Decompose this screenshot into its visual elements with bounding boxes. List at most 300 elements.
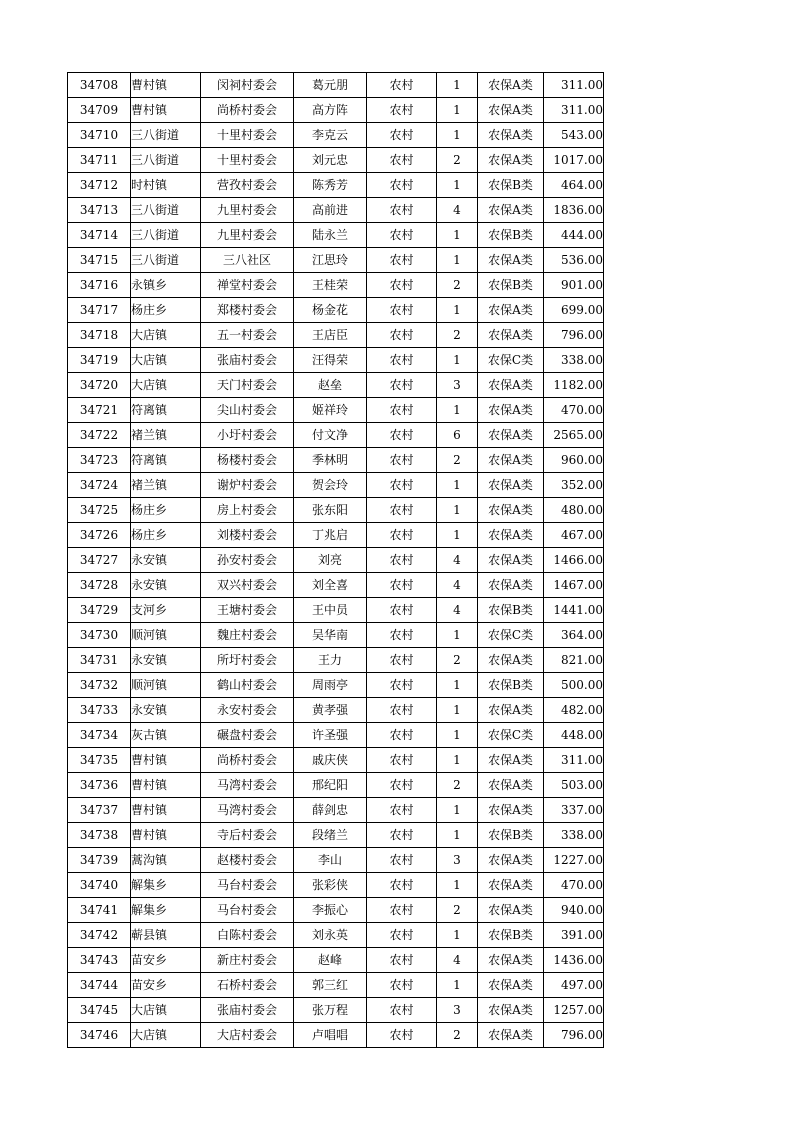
category-cell: 农保A类: [478, 473, 544, 498]
person-name-cell: 陈秀芳: [294, 173, 367, 198]
category-cell: 农保B类: [478, 673, 544, 698]
table-row: [68, 998, 604, 1023]
member-count-cell: 1: [437, 73, 478, 98]
table-row: [68, 648, 604, 673]
village-cell: 尖山村委会: [201, 398, 294, 423]
member-count-cell: 2: [437, 773, 478, 798]
village-cell: 杨楼村委会: [201, 448, 294, 473]
record-id-cell: 34741: [68, 898, 131, 923]
category-cell: 农保A类: [478, 448, 544, 473]
record-id-cell: 34744: [68, 973, 131, 998]
record-id-cell: 34727: [68, 548, 131, 573]
town-cell: 褚兰镇: [131, 473, 201, 498]
category-cell: 农保A类: [478, 873, 544, 898]
town-cell: 蒿沟镇: [131, 848, 201, 873]
category-cell: 农保B类: [478, 173, 544, 198]
record-id-cell: 34713: [68, 198, 131, 223]
amount-cell: 444.00: [544, 223, 604, 248]
village-cell: 房上村委会: [201, 498, 294, 523]
amount-cell: 699.00: [544, 298, 604, 323]
amount-cell: 1467.00: [544, 573, 604, 598]
village-cell: 鹤山村委会: [201, 673, 294, 698]
record-id-cell: 34725: [68, 498, 131, 523]
household-type-cell: 农村: [367, 598, 437, 623]
village-cell: 新庄村委会: [201, 948, 294, 973]
category-cell: 农保A类: [478, 523, 544, 548]
member-count-cell: 1: [437, 798, 478, 823]
category-cell: 农保B类: [478, 223, 544, 248]
category-cell: 农保A类: [478, 373, 544, 398]
person-name-cell: 姬祥玲: [294, 398, 367, 423]
person-name-cell: 郭三红: [294, 973, 367, 998]
amount-cell: 464.00: [544, 173, 604, 198]
amount-cell: 1257.00: [544, 998, 604, 1023]
household-type-cell: 农村: [367, 348, 437, 373]
village-cell: 王塘村委会: [201, 598, 294, 623]
person-name-cell: 丁兆启: [294, 523, 367, 548]
person-name-cell: 汪得荣: [294, 348, 367, 373]
record-id-cell: 34709: [68, 98, 131, 123]
member-count-cell: 1: [437, 673, 478, 698]
member-count-cell: 2: [437, 323, 478, 348]
village-cell: 孙安村委会: [201, 548, 294, 573]
category-cell: 农保A类: [478, 848, 544, 873]
household-type-cell: 农村: [367, 998, 437, 1023]
amount-cell: 352.00: [544, 473, 604, 498]
category-cell: 农保B类: [478, 923, 544, 948]
record-id-cell: 34720: [68, 373, 131, 398]
category-cell: 农保A类: [478, 573, 544, 598]
person-name-cell: 周雨亭: [294, 673, 367, 698]
village-cell: 永安村委会: [201, 698, 294, 723]
record-id-cell: 34717: [68, 298, 131, 323]
amount-cell: 536.00: [544, 248, 604, 273]
household-type-cell: 农村: [367, 223, 437, 248]
amount-cell: 500.00: [544, 673, 604, 698]
village-cell: 禅堂村委会: [201, 273, 294, 298]
record-table-body: [68, 73, 604, 1048]
record-id-cell: 34719: [68, 348, 131, 373]
record-table: [67, 72, 604, 1048]
table-row: [68, 348, 604, 373]
town-cell: 大店镇: [131, 1023, 201, 1048]
amount-cell: 796.00: [544, 323, 604, 348]
record-id-cell: 34716: [68, 273, 131, 298]
town-cell: 杨庄乡: [131, 298, 201, 323]
table-row: [68, 1023, 604, 1048]
town-cell: 三八街道: [131, 248, 201, 273]
person-name-cell: 陆永兰: [294, 223, 367, 248]
member-count-cell: 1: [437, 623, 478, 648]
record-id-cell: 34729: [68, 598, 131, 623]
amount-cell: 470.00: [544, 398, 604, 423]
household-type-cell: 农村: [367, 248, 437, 273]
category-cell: 农保A类: [478, 148, 544, 173]
village-cell: 石桥村委会: [201, 973, 294, 998]
member-count-cell: 3: [437, 848, 478, 873]
member-count-cell: 6: [437, 423, 478, 448]
table-row: [68, 723, 604, 748]
village-cell: 尚桥村委会: [201, 748, 294, 773]
member-count-cell: 4: [437, 598, 478, 623]
amount-cell: 1436.00: [544, 948, 604, 973]
person-name-cell: 刘亮: [294, 548, 367, 573]
record-id-cell: 34724: [68, 473, 131, 498]
record-id-cell: 34731: [68, 648, 131, 673]
village-cell: 张庙村委会: [201, 998, 294, 1023]
member-count-cell: 1: [437, 698, 478, 723]
category-cell: 农保A类: [478, 248, 544, 273]
category-cell: 农保C类: [478, 723, 544, 748]
category-cell: 农保C类: [478, 623, 544, 648]
record-id-cell: 34736: [68, 773, 131, 798]
village-cell: 刘楼村委会: [201, 523, 294, 548]
household-type-cell: 农村: [367, 523, 437, 548]
town-cell: 曹村镇: [131, 823, 201, 848]
household-type-cell: 农村: [367, 623, 437, 648]
person-name-cell: 张万程: [294, 998, 367, 1023]
table-row: [68, 498, 604, 523]
person-name-cell: 高方阵: [294, 98, 367, 123]
town-cell: 三八街道: [131, 123, 201, 148]
person-name-cell: 季林明: [294, 448, 367, 473]
category-cell: 农保A类: [478, 648, 544, 673]
table-row: [68, 673, 604, 698]
table-row: [68, 173, 604, 198]
member-count-cell: 1: [437, 973, 478, 998]
person-name-cell: 刘全喜: [294, 573, 367, 598]
person-name-cell: 李克云: [294, 123, 367, 148]
member-count-cell: 4: [437, 948, 478, 973]
village-cell: 五一村委会: [201, 323, 294, 348]
town-cell: 曹村镇: [131, 73, 201, 98]
town-cell: 三八街道: [131, 223, 201, 248]
household-type-cell: 农村: [367, 73, 437, 98]
village-cell: 寺后村委会: [201, 823, 294, 848]
town-cell: 永安镇: [131, 548, 201, 573]
town-cell: 大店镇: [131, 323, 201, 348]
town-cell: 曹村镇: [131, 98, 201, 123]
member-count-cell: 1: [437, 398, 478, 423]
town-cell: 永安镇: [131, 698, 201, 723]
member-count-cell: 1: [437, 348, 478, 373]
town-cell: 解集乡: [131, 873, 201, 898]
category-cell: 农保A类: [478, 773, 544, 798]
town-cell: 杨庄乡: [131, 498, 201, 523]
table-row: [68, 448, 604, 473]
member-count-cell: 1: [437, 473, 478, 498]
table-row: [68, 798, 604, 823]
village-cell: 谢炉村委会: [201, 473, 294, 498]
household-type-cell: 农村: [367, 948, 437, 973]
member-count-cell: 1: [437, 173, 478, 198]
village-cell: 郑楼村委会: [201, 298, 294, 323]
table-row: [68, 973, 604, 998]
person-name-cell: 江思玲: [294, 248, 367, 273]
member-count-cell: 1: [437, 98, 478, 123]
member-count-cell: 2: [437, 898, 478, 923]
person-name-cell: 高前进: [294, 198, 367, 223]
category-cell: 农保A类: [478, 398, 544, 423]
category-cell: 农保A类: [478, 123, 544, 148]
member-count-cell: 2: [437, 448, 478, 473]
category-cell: 农保A类: [478, 98, 544, 123]
person-name-cell: 王力: [294, 648, 367, 673]
table-row: [68, 548, 604, 573]
household-type-cell: 农村: [367, 398, 437, 423]
member-count-cell: 1: [437, 723, 478, 748]
amount-cell: 311.00: [544, 748, 604, 773]
household-type-cell: 农村: [367, 798, 437, 823]
amount-cell: 338.00: [544, 823, 604, 848]
category-cell: 农保A类: [478, 548, 544, 573]
table-row: [68, 423, 604, 448]
member-count-cell: 1: [437, 248, 478, 273]
table-row: [68, 398, 604, 423]
member-count-cell: 4: [437, 573, 478, 598]
person-name-cell: 薛剑忠: [294, 798, 367, 823]
town-cell: 三八街道: [131, 198, 201, 223]
person-name-cell: 付文净: [294, 423, 367, 448]
village-cell: 碾盘村委会: [201, 723, 294, 748]
category-cell: 农保A类: [478, 748, 544, 773]
village-cell: 大店村委会: [201, 1023, 294, 1048]
village-cell: 尚桥村委会: [201, 98, 294, 123]
category-cell: 农保A类: [478, 423, 544, 448]
category-cell: 农保A类: [478, 798, 544, 823]
village-cell: 小圩村委会: [201, 423, 294, 448]
record-id-cell: 34718: [68, 323, 131, 348]
member-count-cell: 3: [437, 998, 478, 1023]
village-cell: 天门村委会: [201, 373, 294, 398]
category-cell: 农保A类: [478, 948, 544, 973]
amount-cell: 364.00: [544, 623, 604, 648]
table-row: [68, 623, 604, 648]
person-name-cell: 戚庆侠: [294, 748, 367, 773]
record-id-cell: 34723: [68, 448, 131, 473]
household-type-cell: 农村: [367, 423, 437, 448]
town-cell: 永安镇: [131, 648, 201, 673]
village-cell: 马台村委会: [201, 898, 294, 923]
village-cell: 九里村委会: [201, 198, 294, 223]
town-cell: 顺河镇: [131, 673, 201, 698]
household-type-cell: 农村: [367, 373, 437, 398]
record-id-cell: 34708: [68, 73, 131, 98]
category-cell: 农保A类: [478, 73, 544, 98]
village-cell: 马湾村委会: [201, 798, 294, 823]
table-row: [68, 148, 604, 173]
table-row: [68, 73, 604, 98]
person-name-cell: 王桂荣: [294, 273, 367, 298]
town-cell: 永安镇: [131, 573, 201, 598]
town-cell: 大店镇: [131, 998, 201, 1023]
category-cell: 农保B类: [478, 823, 544, 848]
town-cell: 曹村镇: [131, 773, 201, 798]
record-id-cell: 34733: [68, 698, 131, 723]
town-cell: 灰古镇: [131, 723, 201, 748]
household-type-cell: 农村: [367, 898, 437, 923]
town-cell: 曹村镇: [131, 748, 201, 773]
household-type-cell: 农村: [367, 548, 437, 573]
town-cell: 符离镇: [131, 448, 201, 473]
record-id-cell: 34742: [68, 923, 131, 948]
table-row: [68, 223, 604, 248]
member-count-cell: 2: [437, 273, 478, 298]
amount-cell: 901.00: [544, 273, 604, 298]
record-id-cell: 34732: [68, 673, 131, 698]
category-cell: 农保A类: [478, 698, 544, 723]
town-cell: 苗安乡: [131, 973, 201, 998]
table-row: [68, 323, 604, 348]
household-type-cell: 农村: [367, 648, 437, 673]
record-id-cell: 34712: [68, 173, 131, 198]
town-cell: 符离镇: [131, 398, 201, 423]
amount-cell: 1227.00: [544, 848, 604, 873]
amount-cell: 337.00: [544, 798, 604, 823]
household-type-cell: 农村: [367, 1023, 437, 1048]
household-type-cell: 农村: [367, 923, 437, 948]
household-type-cell: 农村: [367, 198, 437, 223]
household-type-cell: 农村: [367, 748, 437, 773]
table-row: [68, 473, 604, 498]
person-name-cell: 李山: [294, 848, 367, 873]
household-type-cell: 农村: [367, 298, 437, 323]
amount-cell: 497.00: [544, 973, 604, 998]
person-name-cell: 贺会玲: [294, 473, 367, 498]
member-count-cell: 2: [437, 148, 478, 173]
member-count-cell: 4: [437, 548, 478, 573]
member-count-cell: 4: [437, 198, 478, 223]
category-cell: 农保B类: [478, 598, 544, 623]
amount-cell: 391.00: [544, 923, 604, 948]
household-type-cell: 农村: [367, 473, 437, 498]
record-id-cell: 34746: [68, 1023, 131, 1048]
village-cell: 九里村委会: [201, 223, 294, 248]
person-name-cell: 卢唱唱: [294, 1023, 367, 1048]
table-row: [68, 523, 604, 548]
village-cell: 赵楼村委会: [201, 848, 294, 873]
table-row: [68, 873, 604, 898]
table-row: [68, 573, 604, 598]
table-row: [68, 273, 604, 298]
member-count-cell: 1: [437, 823, 478, 848]
household-type-cell: 农村: [367, 123, 437, 148]
household-type-cell: 农村: [367, 823, 437, 848]
member-count-cell: 1: [437, 923, 478, 948]
member-count-cell: 1: [437, 498, 478, 523]
person-name-cell: 王中员: [294, 598, 367, 623]
category-cell: 农保A类: [478, 198, 544, 223]
person-name-cell: 张东阳: [294, 498, 367, 523]
record-id-cell: 34726: [68, 523, 131, 548]
village-cell: 魏庄村委会: [201, 623, 294, 648]
category-cell: 农保A类: [478, 323, 544, 348]
person-name-cell: 王店臣: [294, 323, 367, 348]
amount-cell: 821.00: [544, 648, 604, 673]
village-cell: 白陈村委会: [201, 923, 294, 948]
person-name-cell: 张彩侠: [294, 873, 367, 898]
table-row: [68, 823, 604, 848]
person-name-cell: 段绪兰: [294, 823, 367, 848]
person-name-cell: 吴华南: [294, 623, 367, 648]
household-type-cell: 农村: [367, 98, 437, 123]
table-row: [68, 923, 604, 948]
record-id-cell: 34721: [68, 398, 131, 423]
record-id-cell: 34738: [68, 823, 131, 848]
village-cell: 马湾村委会: [201, 773, 294, 798]
table-row: [68, 98, 604, 123]
member-count-cell: 1: [437, 298, 478, 323]
category-cell: 农保A类: [478, 998, 544, 1023]
table-row: [68, 123, 604, 148]
record-id-cell: 34714: [68, 223, 131, 248]
household-type-cell: 农村: [367, 273, 437, 298]
amount-cell: 311.00: [544, 73, 604, 98]
record-id-cell: 34739: [68, 848, 131, 873]
household-type-cell: 农村: [367, 148, 437, 173]
amount-cell: 467.00: [544, 523, 604, 548]
category-cell: 农保C类: [478, 348, 544, 373]
town-cell: 褚兰镇: [131, 423, 201, 448]
household-type-cell: 农村: [367, 973, 437, 998]
village-cell: 营孜村委会: [201, 173, 294, 198]
town-cell: 解集乡: [131, 898, 201, 923]
person-name-cell: 许圣强: [294, 723, 367, 748]
amount-cell: 1466.00: [544, 548, 604, 573]
village-cell: 十里村委会: [201, 123, 294, 148]
category-cell: 农保A类: [478, 298, 544, 323]
person-name-cell: 葛元朋: [294, 73, 367, 98]
record-id-cell: 34734: [68, 723, 131, 748]
village-cell: 双兴村委会: [201, 573, 294, 598]
village-cell: 十里村委会: [201, 148, 294, 173]
table-row: [68, 598, 604, 623]
person-name-cell: 赵峰: [294, 948, 367, 973]
household-type-cell: 农村: [367, 673, 437, 698]
person-name-cell: 赵垒: [294, 373, 367, 398]
household-type-cell: 农村: [367, 498, 437, 523]
record-id-cell: 34728: [68, 573, 131, 598]
record-id-cell: 34743: [68, 948, 131, 973]
amount-cell: 503.00: [544, 773, 604, 798]
category-cell: 农保A类: [478, 498, 544, 523]
amount-cell: 1017.00: [544, 148, 604, 173]
town-cell: 苗安乡: [131, 948, 201, 973]
town-cell: 永镇乡: [131, 273, 201, 298]
village-cell: 所圩村委会: [201, 648, 294, 673]
person-name-cell: 李振心: [294, 898, 367, 923]
table-row: [68, 898, 604, 923]
town-cell: 支河乡: [131, 598, 201, 623]
household-type-cell: 农村: [367, 698, 437, 723]
table-row: [68, 248, 604, 273]
amount-cell: 311.00: [544, 98, 604, 123]
household-type-cell: 农村: [367, 873, 437, 898]
record-id-cell: 34740: [68, 873, 131, 898]
member-count-cell: 1: [437, 123, 478, 148]
category-cell: 农保A类: [478, 973, 544, 998]
person-name-cell: 杨金花: [294, 298, 367, 323]
village-cell: 三八社区: [201, 248, 294, 273]
amount-cell: 482.00: [544, 698, 604, 723]
record-id-cell: 34737: [68, 798, 131, 823]
table-row: [68, 948, 604, 973]
record-id-cell: 34745: [68, 998, 131, 1023]
amount-cell: 1182.00: [544, 373, 604, 398]
amount-cell: 480.00: [544, 498, 604, 523]
amount-cell: 470.00: [544, 873, 604, 898]
household-type-cell: 农村: [367, 448, 437, 473]
